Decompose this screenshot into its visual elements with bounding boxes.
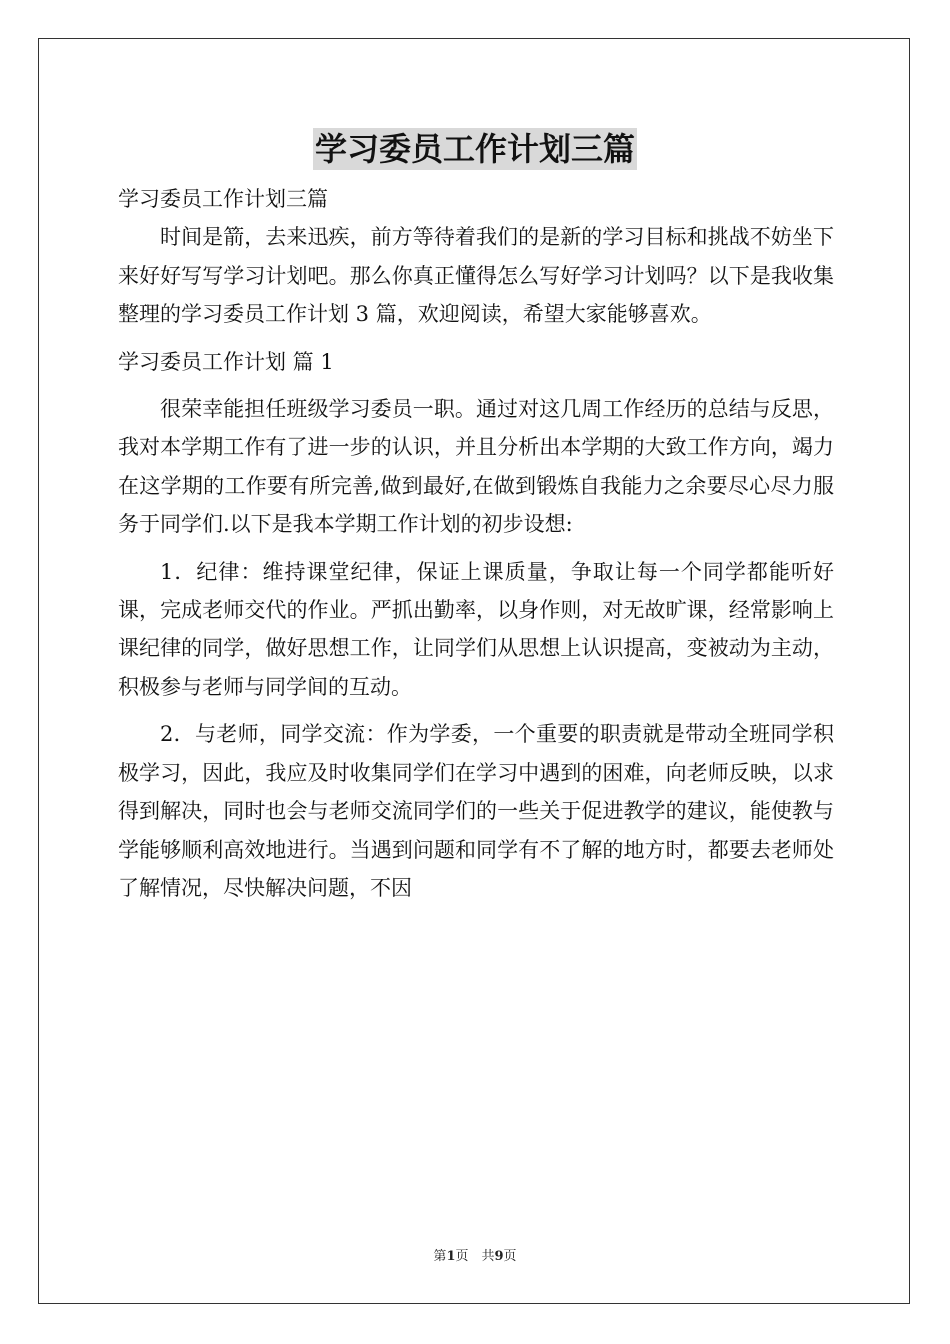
footer-page-number: 1 [446, 1249, 456, 1264]
body-paragraph: 1．纪律：维持课堂纪律，保证上课质量，争取让每一个同学都能听好课，完成老师交代的作业。严抓出勤率，以身作则，对无故旷课，经常影响上课纪律的同学，做好思想工作，让同学们从思想上认识提高，变被动为主动，积极参与老师与同学间的互动。 [118, 559, 834, 699]
page-footer [0, 1248, 950, 1266]
footer-total-pages: 9 [494, 1249, 504, 1264]
document-body [118, 180, 834, 907]
footer-middle: 页 共 [455, 1249, 495, 1264]
document-title: 学习委员工作计划三篇 [314, 130, 635, 168]
footer-prefix: 第 [433, 1249, 447, 1264]
body-paragraph: 2．与老师，同学交流：作为学委，一个重要的职责就是带动全班同学积极学习，因此，我应及时收集同学们在学习中遇到的困难，向老师反映，以求得到解决，同时也会与老师交流同学们的一些关于促进教学的建议，能使教与学能够顺利高效地进行。当遇到问题和同学有不了解的地方时，都要去老师处了解情况，尽快解决问题，不因 [118, 722, 834, 900]
subtitle-line: 学习委员工作计划三篇 [118, 187, 328, 211]
intro-paragraph: 时间是箭，去来迅疾，前方等待着我们的是新的学习目标和挑战不妨坐下来好好写写学习计划吧。那么你真正懂得怎么写好学习计划吗？以下是我收集整理的学习委员工作计划 3 篇，欢迎阅读，希望大家能够喜欢。 [118, 225, 834, 327]
footer-suffix: 页 [503, 1249, 517, 1264]
title-wrap [0, 128, 950, 170]
body-paragraph: 很荣幸能担任班级学习委员一职。通过对这几周工作经历的总结与反思，我对本学期工作有了进一步的认识，并且分析出本学期的大致工作方向，竭力在这学期的工作要有所完善,做到最好,在做到锻炼自我能力之余要尽心尽力服务于同学们.以下是我本学期工作计划的初步设想: [118, 397, 834, 537]
section-heading: 学习委员工作计划 篇 1 [118, 349, 334, 374]
